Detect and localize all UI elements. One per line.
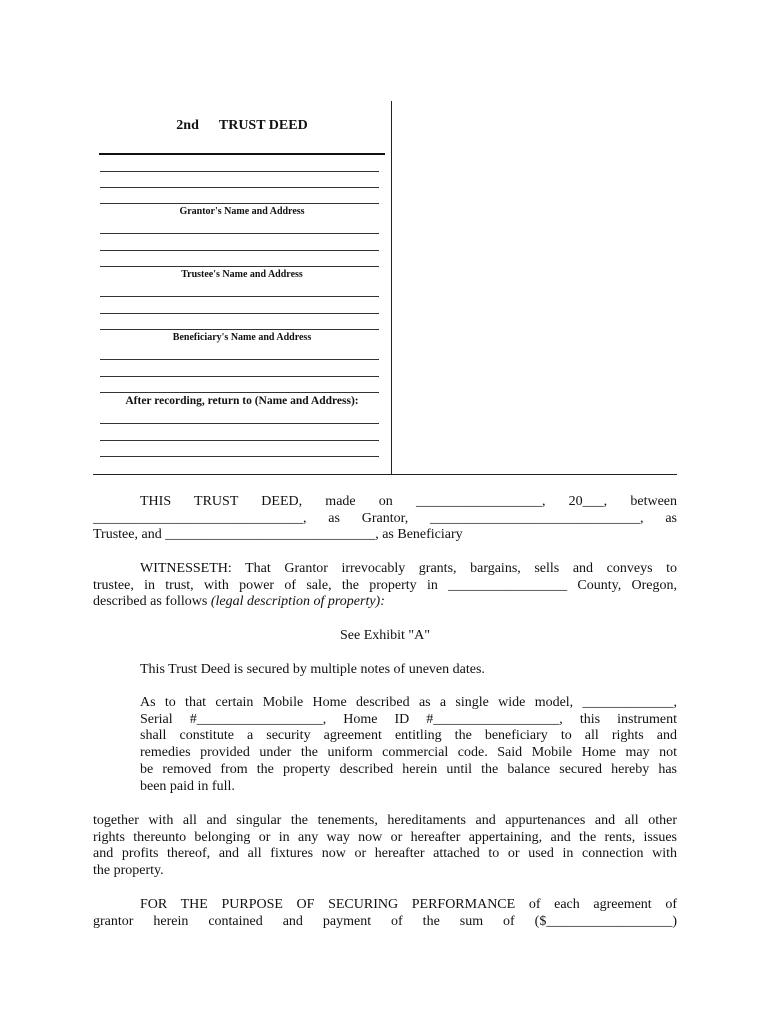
- paragraph-parties: [93, 494, 677, 544]
- header-bottom-rule: [93, 474, 677, 475]
- mobile-home-line-2: Serial #__________________, Home ID #__________________, this instrument: [140, 711, 677, 727]
- mobile-home-line-4: remedies provided under the uniform commercial code. Said Mobile Home may not: [140, 745, 677, 761]
- witnesseth-line-2: trustee, in trust, with power of sale, the property in _________________ County, Oregon,: [93, 577, 677, 593]
- purpose-line-1: FOR THE PURPOSE OF SECURING PERFORMANCE of each agreement of: [140, 897, 677, 912]
- grantor-line-1: [100, 171, 379, 172]
- return-address-line-3: [100, 456, 379, 457]
- trustee-line-1: [100, 233, 379, 234]
- grantor-line-3: [100, 203, 379, 204]
- described-as-follows: described as follows: [93, 594, 211, 610]
- deed-number: 2nd: [176, 118, 199, 133]
- mobile-home-line-5: be removed from the property described herein until the balance secured hereby has: [140, 761, 677, 777]
- tenements-line-4: the property.: [93, 863, 164, 879]
- beneficiary-label: Beneficiary's Name and Address: [172, 332, 312, 343]
- beneficiary-line-2: [100, 313, 379, 314]
- return-address-line-1: [100, 423, 379, 424]
- purpose-line-2: grantor herein contained and payment of the sum of ($__________________): [93, 913, 677, 929]
- tenements-line-3: and profits thereof, and all fixtures now or hereafter attached to or used in connection with: [93, 846, 677, 862]
- return-line-3: [100, 392, 379, 393]
- return-label: After recording, return to (Name and Address):: [125, 395, 359, 407]
- paragraph-mobile-home: [140, 695, 677, 795]
- witnesseth-line-3: [93, 594, 677, 611]
- tenements-line-2: rights thereunto belonging or in any way now or hereafter appertaining, and the rents, issues: [93, 829, 677, 845]
- return-line-2: [100, 376, 379, 377]
- parties-line-2: ______________________________, as Grantor, ______________________________, as: [93, 510, 677, 526]
- exhibit-reference: See Exhibit "A": [340, 628, 430, 643]
- legal-description-note: (legal description of property):: [210, 594, 385, 610]
- grantor-line-2: [100, 187, 379, 188]
- mobile-home-line-1: As to that certain Mobile Home described as a single wide model, _____________,: [140, 695, 677, 710]
- return-line-1: [100, 359, 379, 360]
- trustee-line-3: [100, 266, 379, 267]
- title-underline: [99, 153, 385, 155]
- deed-title: TRUST DEED: [218, 118, 308, 133]
- tenements-line-1: together with all and singular the tenements, hereditaments and appurtenances and all other: [93, 813, 677, 828]
- mobile-home-line-6: been paid in full.: [140, 778, 235, 794]
- document-title: [100, 118, 384, 134]
- beneficiary-line-3: [100, 329, 379, 330]
- trustee-line-2: [100, 250, 379, 251]
- paragraph-notes: This Trust Deed is secured by multiple notes of uneven dates.: [140, 662, 485, 677]
- mobile-home-line-3: shall constitute a security agreement entitling the beneficiary to all rights and: [140, 728, 677, 744]
- beneficiary-line-1: [100, 296, 379, 297]
- parties-line-3: Trustee, and ______________________________, as Beneficiary: [93, 527, 463, 543]
- paragraph-tenements: [93, 813, 677, 880]
- return-address-line-2: [100, 440, 379, 441]
- grantor-label: Grantor's Name and Address: [179, 206, 305, 217]
- paragraph-witnesseth: [93, 561, 677, 611]
- trustee-label: Trustee's Name and Address: [181, 269, 303, 280]
- paragraph-purpose: [93, 897, 677, 930]
- parties-line-1: THIS TRUST DEED, made on __________________, 20___, between: [140, 494, 677, 509]
- header-vertical-divider: [391, 101, 392, 474]
- witnesseth-line-1: WITNESSETH: That Grantor irrevocably grants, bargains, sells and conveys to: [140, 561, 677, 576]
